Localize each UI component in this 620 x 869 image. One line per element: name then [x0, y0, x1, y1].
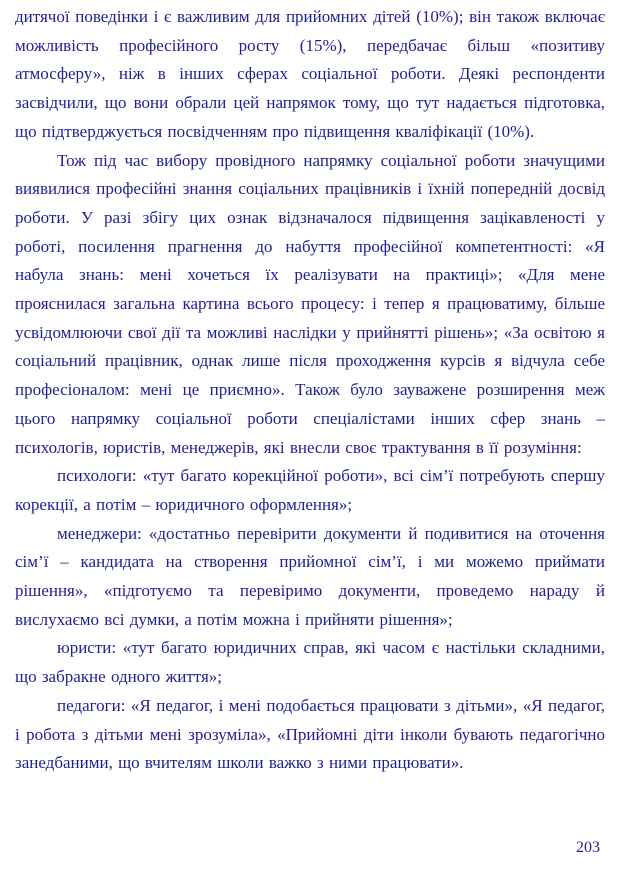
page-number: 203	[576, 839, 600, 856]
paragraph-teachers: педагоги: «Я педагог, і мені подобається працювати з дітьми», «Я педагог, і робота з дітьми мені зрозуміла», «Прийомні діти інколи бувають педагогічно занедбаними, що вчителям школи важко з ними працювати».	[15, 695, 605, 773]
paragraph-managers: менеджери: «достатньо перевірити документи й подивитися на оточення сім’ї – кандидата на створення прийомної сім’ї, і ми можемо приймати рішення», «підготуємо та перевіримо документи, проведемо нараду й вислухаємо всі думки, а потім можна і прийняти рішення»;	[15, 523, 605, 629]
paragraph-psychologists: психологи: «тут багато корекційної роботи», всі сім’ї потребують спершу корекції, а потім – юридичного оформлення»;	[15, 466, 605, 514]
paragraph-continuation: дитячої поведінки і є важливим для прийомних дітей (10%); він також включає можливість професійного росту (15%), передбачає більш «позитиву атмосферу», ніж в інших сферах соціальної роботи. Деякі респонденти засвідчили, що вони обрали цей напрямок тому, що тут надається підготовка, що підтверджується посвідченням про підвищення кваліфікації (10%).	[15, 7, 605, 141]
page-text-block	[15, 3, 605, 778]
paragraph: Тож під час вибору провідного напрямку соціальної роботи значущими виявилися професійні знання соціальних працівників і їхній попередній досвід роботи. У разі збігу цих ознак відзначалося підвищення зацікавленості у роботі, посилення прагнення до набуття професійної компетентності: «Я набула знань: мені хочеться їх реалізувати на практиці»; «Для мене прояснилася загальна картина всього процесу: і тепер я працюватиму, більше усвідомлюючи свої дії та можливі наслідки у прийнятті рішень»; «За освітою я соціальний працівник, однак лише після проходження курсів я відчула себе професіоналом: мені це приємно». Також було зауважене розширення меж цього напрямку соціальної роботи спеціалістами інших сфер знань – психологів, юристів, менеджерів, які внесли своє трактування в її розуміння:	[15, 150, 605, 457]
paragraph-lawyers: юристи: «тут багато юридичних справ, які часом є настільки складними, що забракне одного життя»;	[15, 638, 605, 687]
